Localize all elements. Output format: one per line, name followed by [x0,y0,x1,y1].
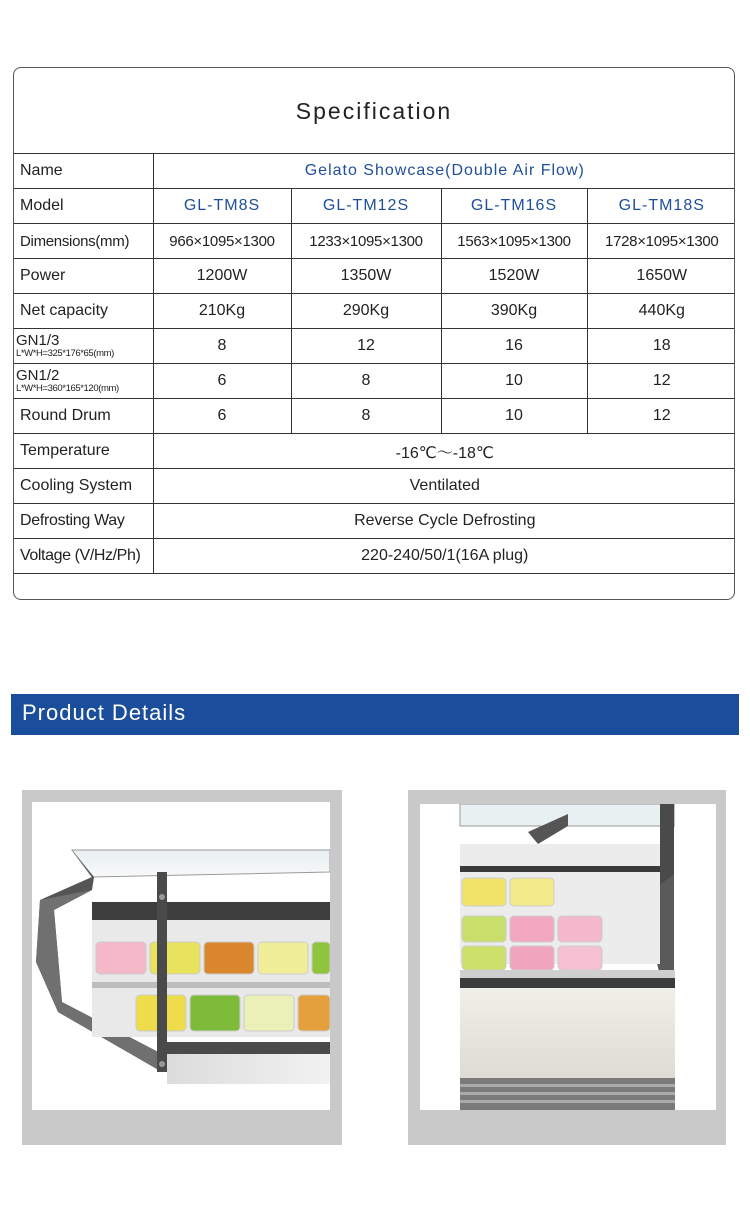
cooling-cell: Ventilated [153,469,735,504]
dimensions-cell: 966×1095×1300 [153,224,291,259]
capacity-cell: 290Kg [291,294,441,329]
gn13-cell: 18 [587,329,735,364]
showcase-side-image [32,802,330,1110]
power-cell: 1650W [587,259,735,294]
row-label-defrosting: Defrosting Way [14,504,153,539]
table-row [14,224,735,259]
specification-panel [13,67,735,600]
round-drum-cell: 10 [441,399,587,434]
power-cell: 1200W [153,259,291,294]
dimensions-cell: 1233×1095×1300 [291,224,441,259]
dimensions-cell: 1563×1095×1300 [441,224,587,259]
row-label-cooling: Cooling System [14,469,153,504]
table-row [14,399,735,434]
gn13-label: GN1/3 [16,331,60,349]
showcase-front-image [420,804,716,1110]
power-cell: 1520W [441,259,587,294]
gn12-cell: 12 [587,364,735,399]
gn13-cell: 16 [441,329,587,364]
table-row [14,434,735,469]
product-name-cell: Gelato Showcase(Double Air Flow) [153,154,735,189]
gn12-cell: 10 [441,364,587,399]
product-photo-left [22,790,342,1145]
row-label-name: Name [14,154,153,189]
model-cell: GL-TM18S [587,189,735,224]
row-label-gn12 [14,364,153,399]
product-details-banner [11,694,739,735]
product-photo-right [408,790,726,1145]
gelato-pans-middle [462,916,602,942]
gn13-cell: 8 [153,329,291,364]
table-row [14,469,735,504]
temperature-cell: -16℃～-18℃ [153,434,735,469]
table-row [14,539,735,574]
specification-title: Specification [295,98,453,124]
capacity-cell: 390Kg [441,294,587,329]
gn12-label: GN1/2 [16,366,60,384]
dimensions-cell: 1728×1095×1300 [587,224,735,259]
table-row [14,154,735,189]
model-cell: GL-TM12S [291,189,441,224]
row-label-power: Power [14,259,153,294]
table-row [14,329,735,364]
row-label-gn13 [14,329,153,364]
model-cell: GL-TM16S [441,189,587,224]
capacity-cell: 210Kg [153,294,291,329]
voltage-cell: 220-240/50/1(16A plug) [153,539,735,574]
gn12-cell: 6 [153,364,291,399]
gelato-pans-bottom [462,946,602,970]
row-label-temperature: Temperature [14,434,153,469]
gn12-size-note: L*W*H=360*165*120(mm) [16,382,119,394]
defrosting-cell: Reverse Cycle Defrosting [153,504,735,539]
round-drum-cell: 6 [153,399,291,434]
capacity-cell: 440Kg [587,294,735,329]
row-label-net-capacity: Net capacity [14,294,153,329]
row-label-model: Model [14,189,153,224]
table-row [14,259,735,294]
table-row [14,294,735,329]
table-row [14,364,735,399]
round-drum-cell: 12 [587,399,735,434]
gelato-pans-back [96,942,330,974]
product-details-heading: Product Details [22,700,187,725]
gn12-cell: 8 [291,364,441,399]
gn13-size-note: L*W*H=325*176*65(mm) [16,347,114,359]
table-row [14,504,735,539]
table-row [14,189,735,224]
specification-table [14,153,735,574]
power-cell: 1350W [291,259,441,294]
round-drum-cell: 8 [291,399,441,434]
row-label-round-drum: Round Drum [14,399,153,434]
row-label-voltage: Voltage (V/Hz/Ph) [14,539,153,574]
gn13-cell: 12 [291,329,441,364]
model-cell: GL-TM8S [153,189,291,224]
row-label-dimensions: Dimensions(mm) [14,224,153,259]
